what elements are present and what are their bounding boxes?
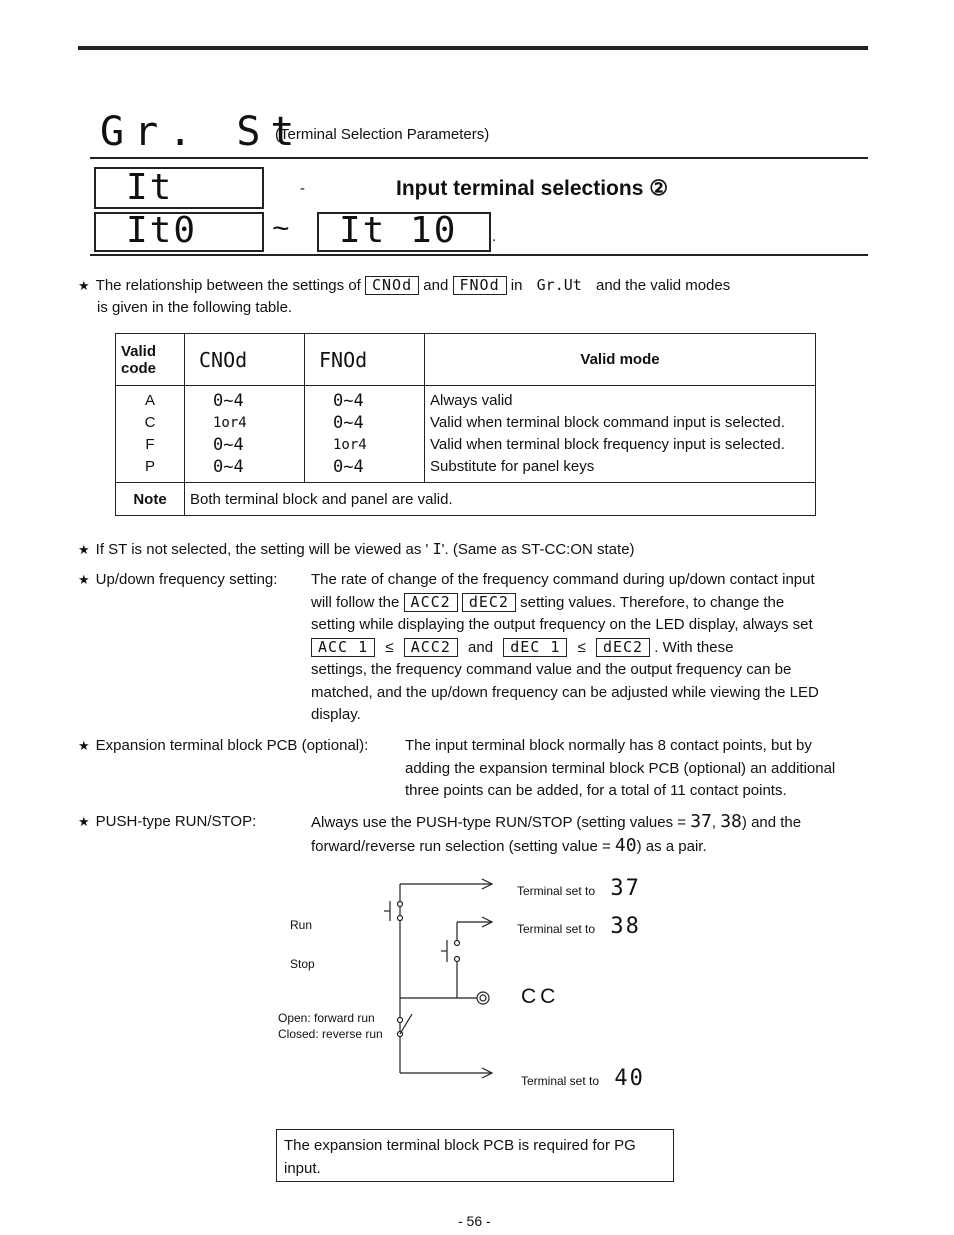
terminal-1-value: 37 xyxy=(610,876,641,901)
col-header-fmod: FNOd xyxy=(305,334,425,386)
push-text: Always use the PUSH-type RUN/STOP (setting values = 37, 38) and the forward/reverse run selection (setting value = 40) as a pair. xyxy=(311,811,802,856)
top-rule xyxy=(78,46,868,50)
run-label: Run xyxy=(290,918,313,932)
param-code: It xyxy=(126,167,174,208)
title-dash: - xyxy=(300,180,305,197)
table-header-row xyxy=(116,334,816,386)
acc1-code: ACC 1 xyxy=(311,638,375,657)
star-bullet-icon: ★ xyxy=(78,278,90,293)
terminal-3-value: 40 xyxy=(614,1066,645,1091)
code-cell: A C F P xyxy=(116,386,185,483)
terminal-3-label: Terminal set to 40 xyxy=(521,1066,645,1091)
intro-paragraph: ★ The relationship between the settings of CNOd and FNOd in Gr.Ut and the valid modes xyxy=(78,276,731,294)
header-rule-2 xyxy=(90,254,868,256)
acc2-code: ACC2 xyxy=(404,593,458,612)
header-rule-1 xyxy=(90,157,868,159)
terminal-1-label: Terminal set to 37 xyxy=(517,876,641,901)
col-header-valid-mode: Valid mode xyxy=(425,334,816,386)
terminal-2-value: 38 xyxy=(610,914,641,939)
open-label: Open: forward run xyxy=(278,1011,375,1025)
star-bullet-icon: ★ xyxy=(78,572,90,587)
page-title: Input terminal selections ② xyxy=(396,177,669,200)
range-from-box xyxy=(94,212,264,252)
closed-label: Closed: reverse run xyxy=(278,1027,383,1041)
cc-label: CC xyxy=(521,985,560,1008)
note-row xyxy=(116,483,816,516)
wiring-diagram xyxy=(270,868,690,1090)
expansion-label: ★ Expansion terminal block PCB (optional): xyxy=(78,737,369,754)
group-caption: (Terminal Selection Parameters) xyxy=(275,126,490,143)
table-body-row xyxy=(116,386,816,483)
note-label: Note xyxy=(116,483,185,516)
range-from: It0 xyxy=(126,210,198,251)
range-to: It 10 xyxy=(339,210,458,251)
terminal-2-label: Terminal set to 38 xyxy=(517,914,641,939)
note-text: Both terminal block and panel are valid. xyxy=(185,483,816,516)
group-code: Gr. St xyxy=(100,109,305,155)
dec1-code: dEC 1 xyxy=(503,638,567,657)
fmod-cell: 0~4 0~4 1or4 0~4 xyxy=(305,386,425,483)
intro-paragraph-2: is given in the following table. xyxy=(97,299,293,316)
group-ut: Gr.Ut xyxy=(536,276,582,294)
stop-label: Stop xyxy=(290,957,315,971)
col-header-valid-code: Valid code xyxy=(116,334,185,386)
mode-cell: Always valid Valid when terminal block command input is selected. Valid when terminal block frequency input is selected. Substitute for panel keys xyxy=(425,386,816,483)
cmod-code: CNOd xyxy=(365,276,419,295)
updown-label: ★ Up/down frequency setting: xyxy=(78,571,278,588)
star-bullet-icon: ★ xyxy=(78,542,90,557)
range-separator: ~ xyxy=(272,212,290,245)
cmod-cell: 0~4 1or4 0~4 0~4 xyxy=(185,386,305,483)
range-to-box xyxy=(317,212,491,252)
title-marker: ② xyxy=(649,177,669,200)
dec2-code: dEC2 xyxy=(462,593,516,612)
updown-text: The rate of change of the frequency command during up/down contact input will follow the ACC2 dEC2 setting values. Therefore, to change the setting while displaying the output frequency on the LED display, always set ACC 1 ≤ ACC2 and dEC 1 ≤ dEC2 . With these settings, the frequency command value and the output frequency can be matched, and the up/down frequency can be adjusted while viewing the LED display. xyxy=(311,571,819,723)
acc2-code-2: ACC2 xyxy=(404,638,458,657)
dec2-code-2: dEC2 xyxy=(596,638,650,657)
fmod-code: FNOd xyxy=(453,276,507,295)
pg-note-box: The expansion terminal block PCB is required for PG input. xyxy=(276,1129,674,1182)
param-code-box xyxy=(94,167,264,209)
page-number: - 56 - xyxy=(458,1213,491,1229)
push-label: ★ PUSH-type RUN/STOP: xyxy=(78,813,257,830)
expansion-text: The input terminal block normally has 8 contact points, but by adding the expansion terminal block PCB (optional) an additional three points can be added, for a total of 11 contact points. xyxy=(405,737,836,799)
range-period: . xyxy=(492,228,497,245)
col-header-cmod: CNOd xyxy=(185,334,305,386)
star-bullet-icon: ★ xyxy=(78,814,90,829)
st-bullet: ★ If ST is not selected, the setting will be viewed as ' I'. (Same as ST-CC:ON state) xyxy=(78,540,635,558)
star-bullet-icon: ★ xyxy=(78,738,90,753)
valid-mode-table xyxy=(115,333,816,516)
